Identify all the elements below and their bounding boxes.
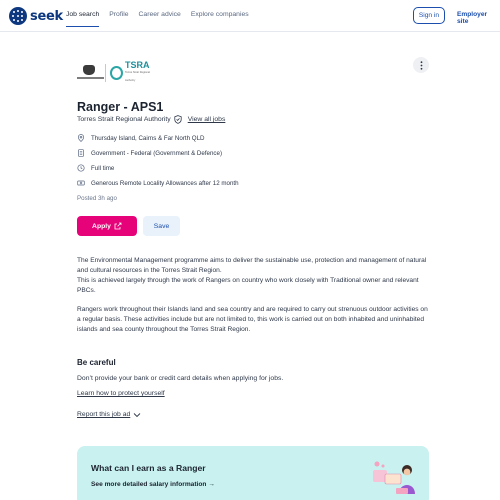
salary-card-heading: What can I earn as a Ranger bbox=[91, 463, 206, 473]
be-careful-heading: Be careful bbox=[77, 358, 116, 367]
apply-button[interactable] bbox=[77, 216, 137, 236]
tsra-logo-text: TSRA Torres Strait Regional Authority bbox=[125, 60, 150, 82]
work-type-text: Full time bbox=[91, 164, 115, 172]
logo-divider bbox=[105, 64, 106, 82]
nav-career-advice[interactable]: Career advice bbox=[138, 11, 181, 18]
classification-icon bbox=[77, 149, 85, 157]
more-options-button[interactable] bbox=[413, 57, 429, 73]
description-paragraph-1: The Environmental Management programme aims to deliver the sustainable use, protection and management of natural and cultural resources in the Torres Strait Region. This is achieved largely through the work of Rangers on country who work closely with Traditional owner and relevant PBCs. bbox=[77, 257, 427, 294]
description-paragraph-2: Rangers work throughout their Islands land and sea country and are required to carry out strenuous outdoor activities on a regular basis. These activities include but are not limited to, this work is carried out on both inhabited and uninhabited islands and sea county throughout the Torres Strait Region. bbox=[77, 306, 428, 333]
nav-explore-companies[interactable]: Explore companies bbox=[190, 11, 249, 18]
advertiser-name[interactable]: Torres Strait Regional Authority bbox=[77, 116, 171, 123]
sign-in-button[interactable]: Sign in bbox=[413, 7, 445, 24]
salary-illustration bbox=[373, 460, 423, 500]
australian-government-crest bbox=[77, 63, 101, 83]
report-job-ad-button[interactable] bbox=[77, 411, 141, 418]
view-all-jobs-link[interactable]: View all jobs bbox=[187, 116, 226, 123]
tsra-logo-icon bbox=[110, 66, 123, 80]
location-text[interactable]: Thursday Island, Cairns & Far North QLD bbox=[91, 134, 205, 142]
salary-details-link[interactable]: See more detailed salary information → bbox=[91, 481, 215, 488]
job-work-type bbox=[77, 164, 114, 172]
employer-site-link[interactable]: Employer site bbox=[457, 11, 488, 25]
posted-date: Posted 3h ago bbox=[77, 195, 117, 202]
seek-logo-icon bbox=[9, 7, 27, 25]
top-header bbox=[0, 0, 500, 32]
salary-insights-card bbox=[77, 446, 429, 500]
company-logo bbox=[77, 60, 157, 83]
seek-logo-text: seek bbox=[30, 8, 63, 24]
save-button[interactable]: Save bbox=[143, 216, 180, 236]
chevron-down-icon bbox=[133, 412, 141, 418]
money-icon bbox=[77, 179, 85, 187]
report-label: Report this job ad bbox=[77, 411, 131, 418]
more-vertical-icon bbox=[420, 61, 423, 70]
protect-yourself-link[interactable]: Learn how to protect yourself bbox=[77, 390, 165, 397]
classification-text[interactable]: Government - Federal (Government & Defence) bbox=[91, 149, 223, 157]
advertiser-row bbox=[77, 115, 225, 124]
nav-job-search[interactable]: Job search bbox=[66, 11, 100, 18]
be-careful-text: Don’t provide your bank or credit card details when applying for jobs. bbox=[77, 375, 284, 382]
nav-profile[interactable]: Profile bbox=[109, 11, 129, 18]
verified-shield-icon bbox=[174, 115, 182, 124]
apply-label: Apply bbox=[92, 222, 111, 230]
main-nav bbox=[66, 11, 259, 18]
location-pin-icon bbox=[77, 134, 85, 142]
salary-text: Generous Remote Locality Allowances after 12 month bbox=[91, 179, 239, 187]
job-salary bbox=[77, 179, 239, 187]
job-title: Ranger - APS1 bbox=[77, 100, 164, 114]
job-classification bbox=[77, 149, 222, 157]
external-link-icon bbox=[114, 222, 122, 230]
clock-icon bbox=[77, 164, 85, 172]
seek-logo[interactable] bbox=[9, 7, 63, 25]
job-location bbox=[77, 134, 204, 142]
